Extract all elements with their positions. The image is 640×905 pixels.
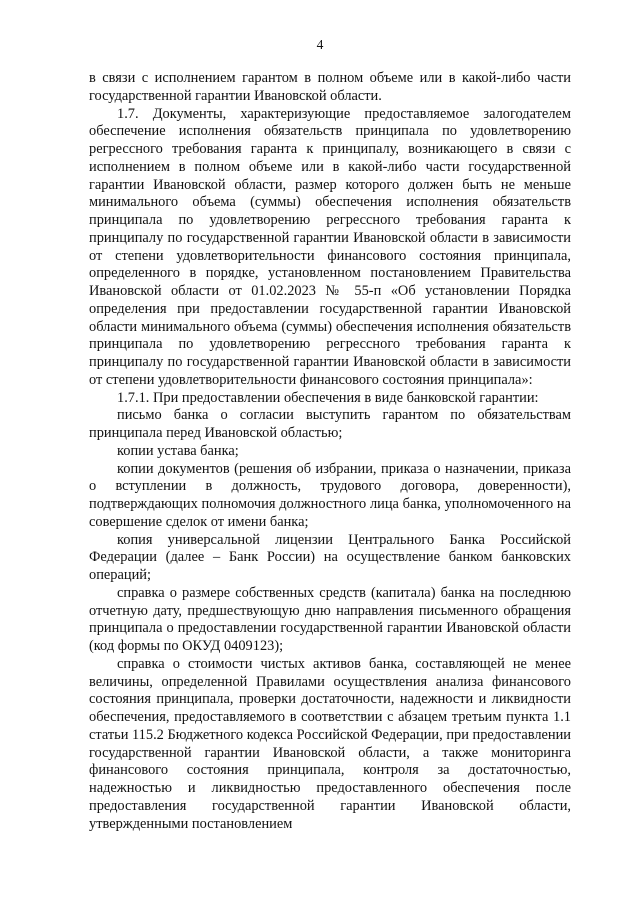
paragraph-1-7: 1.7. Документы, характеризующие предоставляемое залогодателем обеспечение исполнения обязательств принципала по удовлетворению регрессного требования гаранта к принципалу, возникающего в связи с исполнением в полном объеме или в какой-либо части государственной гарантии Ивановской области, размер которого должен быть не меньше минимального объема (суммы) обеспечения исполнения обязательств принципала по удовлетворению регрессного требования гаранта к принципалу по государственной гарантии Ивановской области в зависимости от степени удовлетворительности финансового состояния принципала, определенного в порядке, установленном постановлением Правительства Ивановской области от 01.02.2023 № 55-п «Об установлении Порядка определения при предоставлении государственной гарантии Ивановской области минимального объема (суммы) обеспечения исполнения обязательств принципала по удовлетворению регрессного требования гаранта к принципалу по государственной гарантии Ивановской области в зависимости от степени удовлетворительности финансового состояния принципала»: (89, 105, 571, 388)
list-item-bank-charter: копии устава банка; (117, 442, 239, 459)
list-item-bank-letter: письмо банка о согласии выступить гарантом по обязательствам принципала перед Ивановской областью; (89, 407, 571, 441)
list-item-bank-license: копия универсальной лицензии Центрального Банка Российской Федерации (далее – Банк России) на осуществление банком банковских операций; (89, 531, 571, 583)
list-item-net-assets-statement: справка о стоимости чистых активов банка, составляющей не менее величины, определенной Правилами осуществления анализа финансового состояния принципала, проверки достаточности, надежности и ликвидности обеспечения, предоставляемого в соответствии с абзацем третьим пункта 1.1 статьи 115.2 Бюджетного кодекса Российской Федерации, при предоставлении государственной гарантии Ивановской области, а также мониторинга финансового состояния принципала, контроля за достаточностью, надежностью и ликвидностью предоставленного обеспечения после предоставления государственной гарантии Ивановской области, утвержденными постановлением (89, 655, 572, 832)
paragraph-1-7-1: 1.7.1. При предоставлении обеспечения в виде банковской гарантии: (117, 389, 539, 406)
paragraph-continuation: в связи с исполнением гарантом в полном объеме или в какой-либо части государственной гарантии Ивановской области. (89, 70, 571, 104)
list-item-authority-documents: копии документов (решения об избрании, приказа о назначении, приказа о вступлении в должность, трудового договора, доверенности), подтверждающих полномочия должностного лица банка, уполномоченного на совершение сделок от имени банка; (89, 460, 571, 530)
document-body (89, 70, 571, 833)
list-item-capital-statement: справка о размере собственных средств (капитала) банка на последнюю отчетную дату, предшествующую дню направления письменного обращения принципала о предоставлении государственной гарантии Ивановской области (код формы по ОКУД 0409123); (89, 584, 571, 654)
page-number: 4 (316, 37, 324, 52)
